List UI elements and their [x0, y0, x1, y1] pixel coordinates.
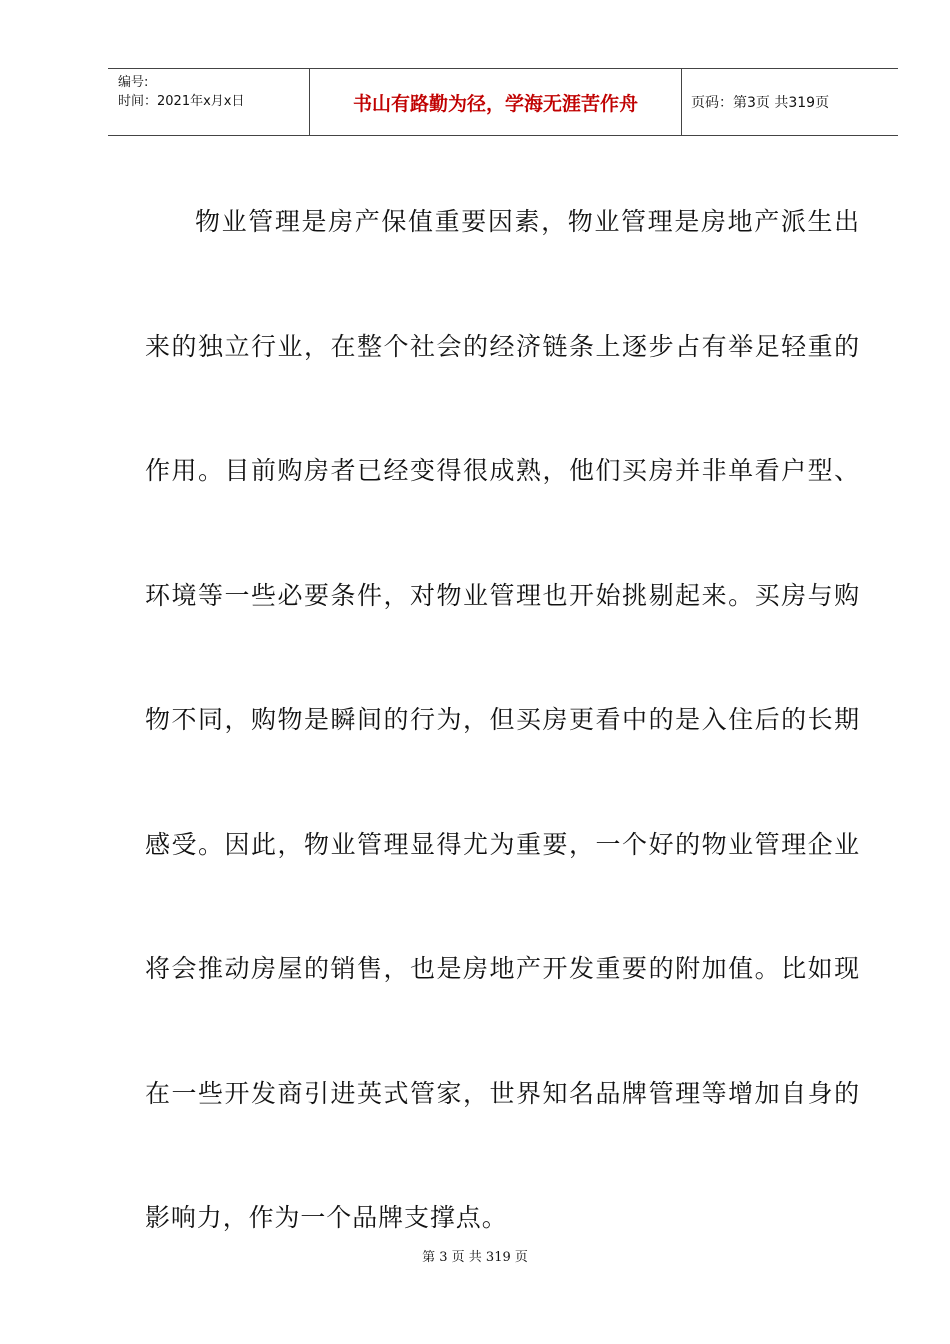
body-paragraph: 物业管理是房产保值重要因素，物业管理是房地产派生出来的独立行业，在整个社会的经济链条上逐步占有举足轻重的作用。目前购房者已经变得很成熟，他们买房并非单看户型、环境等一些必要条件，对物业管理也开始挑剔起来。买房与购物不同，购物是瞬间的行为，但买房更看中的是入住后的长期感受。因此，物业管理显得尤为重要，一个好的物业管理企业将会推动房屋的销售，也是房地产开发重要的附加值。比如现在一些开发商引进英式管家，世界知名品牌管理等增加自身的影响力，作为一个品牌支撑点。: [145, 207, 860, 1232]
header-meta-cell: [108, 69, 310, 135]
page-footer: [0, 1246, 950, 1265]
header-motto: 书山有路勤为径，学海无涯苦作舟: [310, 69, 682, 135]
header-page-info: 页码：第3页 共319页: [691, 95, 830, 111]
document-header: [108, 68, 898, 136]
document-number-label: 编号:: [118, 75, 149, 90]
document-date-label: 时间：2021年x月x日: [118, 94, 245, 109]
footer-page-info: 第 3 页 共 319 页: [422, 1250, 528, 1265]
